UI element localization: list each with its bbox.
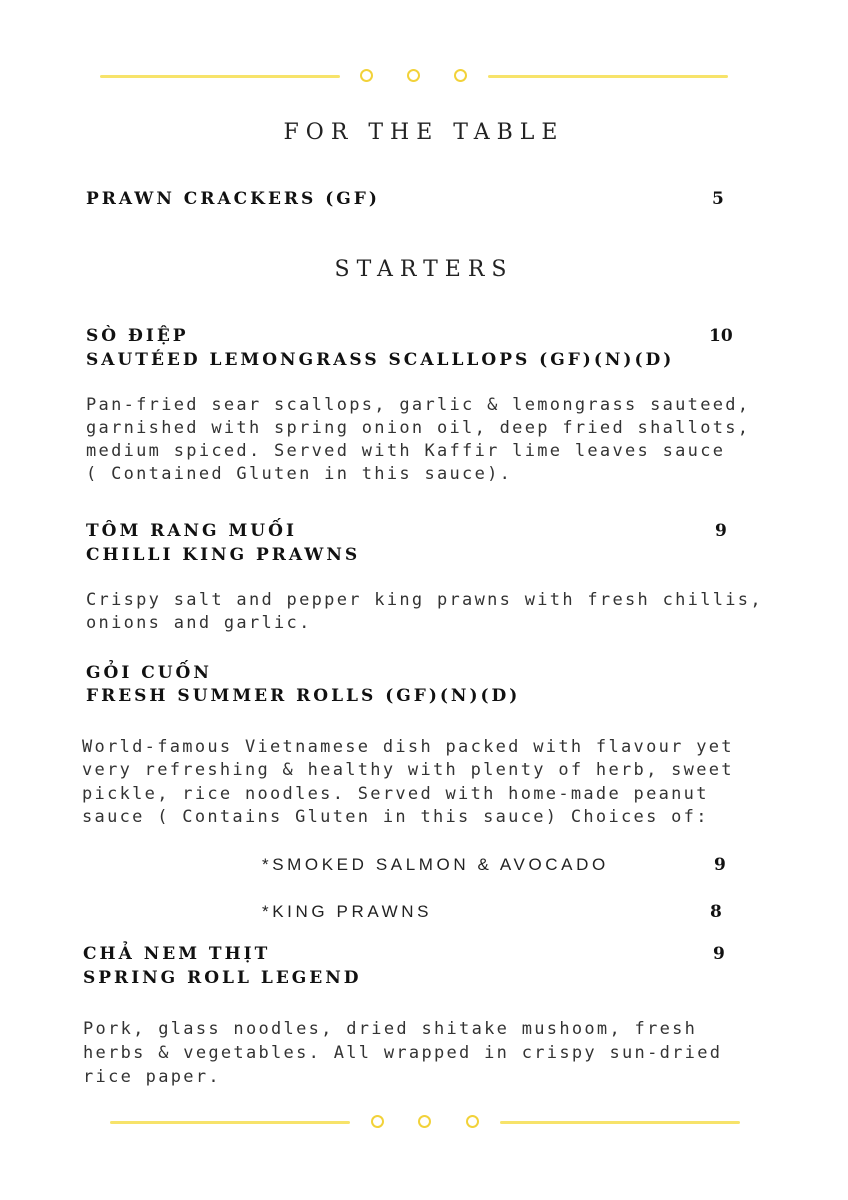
divider-circle-icon bbox=[407, 69, 420, 82]
description-line: Pork, glass noodles, dried shitake mushoom, fresh bbox=[83, 1019, 698, 1039]
item-price-so-diep: 10 bbox=[709, 326, 733, 346]
description-line: very refreshing & healthy with plenty of herb, sweet bbox=[82, 760, 734, 780]
divider-circle-icon bbox=[360, 69, 373, 82]
description-line: pickle, rice noodles. Served with home-made peanut bbox=[82, 784, 709, 804]
divider-line-left bbox=[100, 75, 340, 78]
item-name-en-tom-rang-muoi: CHILLI KING PRAWNS bbox=[86, 545, 361, 565]
divider-circle-icon bbox=[371, 1115, 384, 1128]
item-name-vn-goi-cuon: GỎI CUỐN bbox=[86, 663, 212, 683]
item-name-en-goi-cuon: FRESH SUMMER ROLLS (GF)(N)(D) bbox=[86, 686, 521, 706]
description-line: rice paper. bbox=[83, 1067, 221, 1087]
divider-line-left bbox=[110, 1121, 350, 1124]
choice-price-king-prawns: 8 bbox=[710, 902, 722, 922]
description-line: Pan-fried sear scallops, garlic & lemongrass sauteed, bbox=[86, 395, 751, 415]
item-name-prawn-crackers: PRAWN CRACKERS (GF) bbox=[86, 189, 380, 209]
item-price-cha-nem-thit: 9 bbox=[713, 944, 725, 964]
description-line: Crispy salt and pepper king prawns with fresh chillis, bbox=[86, 590, 763, 610]
section-title-starters: STARTERS bbox=[334, 257, 514, 282]
divider-line-right bbox=[500, 1121, 740, 1124]
choice-label-smoked-salmon: *SMOKED SALMON & AVOCADO bbox=[262, 855, 609, 874]
section-title-for-the-table: FOR THE TABLE bbox=[283, 120, 565, 145]
description-line: sauce ( Contains Gluten in this sauce) Choices of: bbox=[82, 807, 709, 827]
choice-price-smoked-salmon: 9 bbox=[714, 855, 726, 875]
item-name-en-cha-nem-thit: SPRING ROLL LEGEND bbox=[83, 968, 362, 988]
description-line: World-famous Vietnamese dish packed with flavour yet bbox=[82, 737, 734, 757]
description-line: onions and garlic. bbox=[86, 613, 312, 633]
description-line: garnished with spring onion oil, deep fried shallots, bbox=[86, 418, 751, 438]
item-name-vn-so-diep: SÒ ĐIỆP bbox=[86, 326, 189, 346]
description-line: ( Contained Gluten in this sauce). bbox=[86, 464, 513, 484]
item-name-vn-tom-rang-muoi: TÔM RANG MUỐI bbox=[86, 521, 297, 541]
description-line: medium spiced. Served with Kaffir lime leaves sauce bbox=[86, 441, 726, 461]
description-line: herbs & vegetables. All wrapped in crispy sun-dried bbox=[83, 1043, 723, 1063]
divider-line-right bbox=[488, 75, 728, 78]
item-price-prawn-crackers: 5 bbox=[712, 189, 724, 209]
divider-circle-icon bbox=[454, 69, 467, 82]
item-name-vn-cha-nem-thit: CHẢ NEM THỊT bbox=[83, 944, 271, 964]
divider-circle-icon bbox=[466, 1115, 479, 1128]
divider-circle-icon bbox=[418, 1115, 431, 1128]
item-name-en-so-diep: SAUTÉED LEMONGRASS SCALLLOPS (GF)(N)(D) bbox=[86, 350, 675, 370]
choice-label-king-prawns: *KING PRAWNS bbox=[262, 902, 433, 921]
item-price-tom-rang-muoi: 9 bbox=[715, 521, 727, 541]
